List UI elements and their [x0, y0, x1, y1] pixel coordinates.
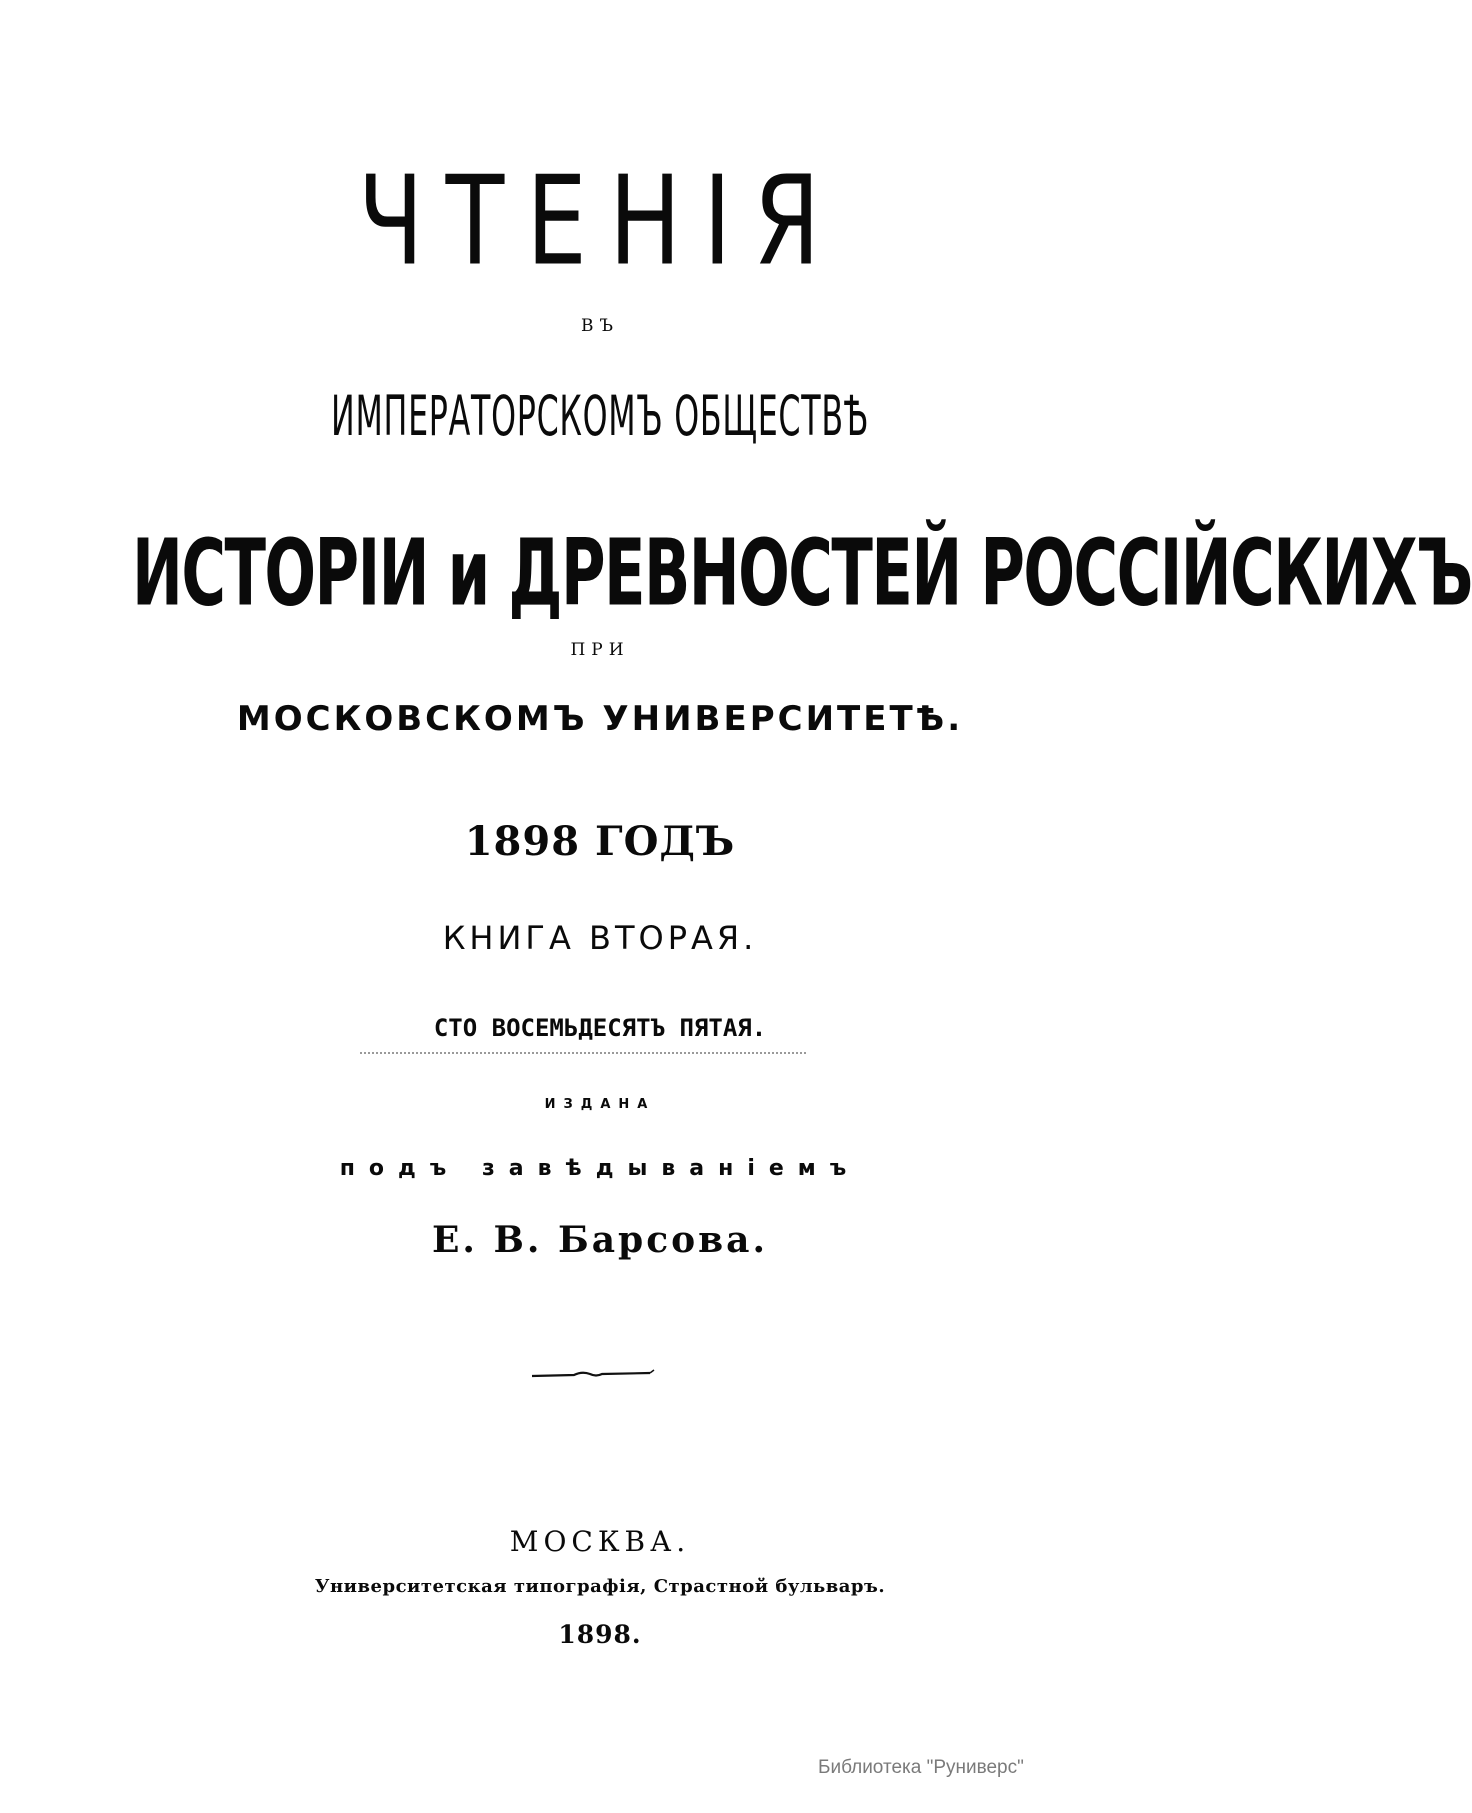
under-editorship: подъ завѣдываніемъ — [339, 1156, 861, 1181]
published-label: ИЗДАНА — [544, 1097, 656, 1112]
book-number: КНИГА ВТОРАЯ. — [442, 919, 758, 957]
volume-number: СТО ВОСЕМЬДЕСЯТЪ ПЯТАЯ. — [433, 1014, 767, 1042]
journal-title: ЧТЕНІЯ — [357, 149, 843, 294]
library-watermark: Библиотека "Руниверс" — [818, 1757, 1024, 1778]
dotted-rule — [360, 1052, 806, 1058]
issue-year: 1898 ГОДЪ — [464, 818, 736, 865]
history-and-antiquities: ИСТОРІИ и ДРЕВНОСТЕЙ РОССІЙСКИХЪ — [132, 520, 1472, 628]
imprint-city: МОСКВА. — [509, 1525, 691, 1558]
editor-name: Е. В. Барсова. — [431, 1219, 769, 1261]
university-name: МОСКОВСКОМЪ УНИВЕРСИТЕТѢ. — [236, 699, 964, 739]
imprint-press: Университетская типографія, Страстной бульваръ. — [314, 1576, 886, 1597]
preposition-in: ВЪ — [581, 316, 619, 336]
society-name: ИМПЕРАТОРСКОМЪ ОБЩЕСТВѢ — [331, 385, 869, 449]
ornament-rule — [530, 1368, 656, 1382]
imprint-year: 1898. — [558, 1620, 642, 1649]
preposition-at: ПРИ — [570, 640, 630, 660]
